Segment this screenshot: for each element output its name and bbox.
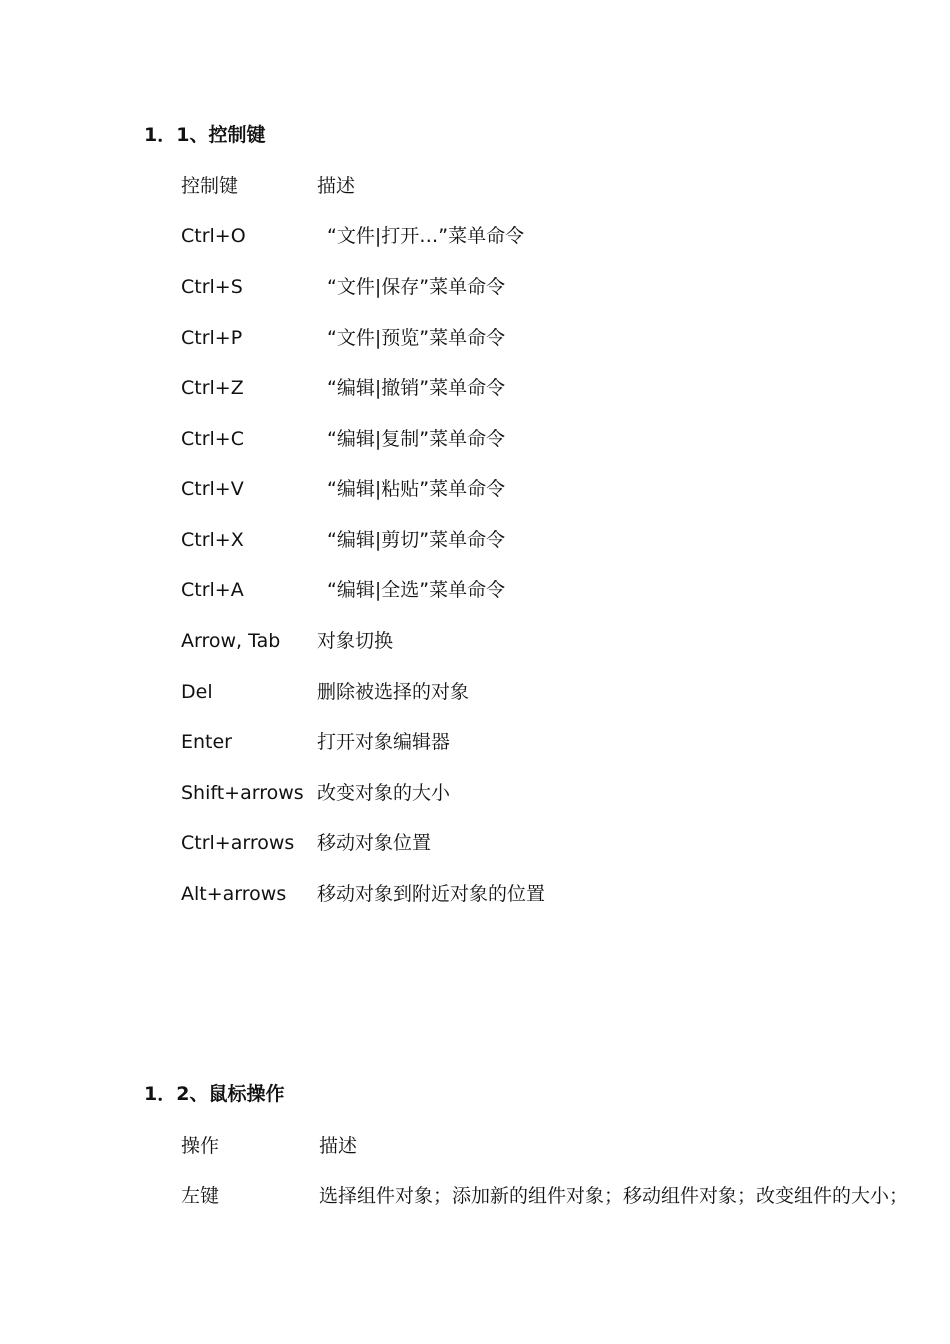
shortcut-desc: 移动对象位置 [317,832,432,854]
shortcut-desc: “编辑|粘贴”菜单命令 [327,478,506,500]
shortcut-key: Ctrl+A [181,579,244,601]
shortcut-key: Ctrl+Z [181,377,244,399]
shortcut-desc: 对象切换 [317,630,394,652]
column-header-key: 操作 [181,1135,220,1157]
shortcut-key: Arrow, Tab [181,630,281,652]
column-header-key: 控制键 [181,175,239,197]
shortcut-key: Ctrl+X [181,529,244,551]
shortcut-desc: “编辑|复制”菜单命令 [327,428,506,450]
shortcut-desc: “编辑|全选”菜单命令 [327,579,506,601]
shortcut-desc: 删除被选择的对象 [317,681,470,703]
shortcut-desc: “编辑|剪切”菜单命令 [327,529,506,551]
shortcut-desc: “文件|保存”菜单命令 [327,276,506,298]
shortcut-desc: “文件|打开…”菜单命令 [327,225,525,247]
shortcut-desc: “编辑|撤销”菜单命令 [327,377,506,399]
shortcut-key: Ctrl+C [181,428,244,450]
shortcut-key: Ctrl+O [181,225,246,247]
shortcut-key: Ctrl+P [181,327,243,349]
shortcut-key: Alt+arrows [181,883,287,905]
shortcut-desc: 改变对象的大小 [317,782,451,804]
shortcut-key: Enter [181,731,232,753]
shortcut-desc: 移动对象到附近对象的位置 [317,883,546,905]
shortcut-key: Ctrl+arrows [181,832,295,854]
column-header-desc: 描述 [317,175,356,197]
shortcut-key: Del [181,681,213,703]
section-heading-mouse-operations: 1．2、鼠标操作 [144,1083,285,1105]
shortcut-desc: “文件|预览”菜单命令 [327,327,506,349]
section-heading-control-keys: 1．1、控制键 [144,124,266,146]
shortcut-key: Ctrl+V [181,478,244,500]
shortcut-key: Ctrl+S [181,276,243,298]
column-header-desc: 描述 [319,1135,358,1157]
mouse-action-desc: 选择组件对象；添加新的组件对象；移动组件对象；改变组件的大小； [319,1185,909,1207]
shortcut-key: Shift+arrows [181,782,304,804]
shortcut-desc: 打开对象编辑器 [317,731,451,753]
mouse-action: 左键 [181,1185,220,1207]
